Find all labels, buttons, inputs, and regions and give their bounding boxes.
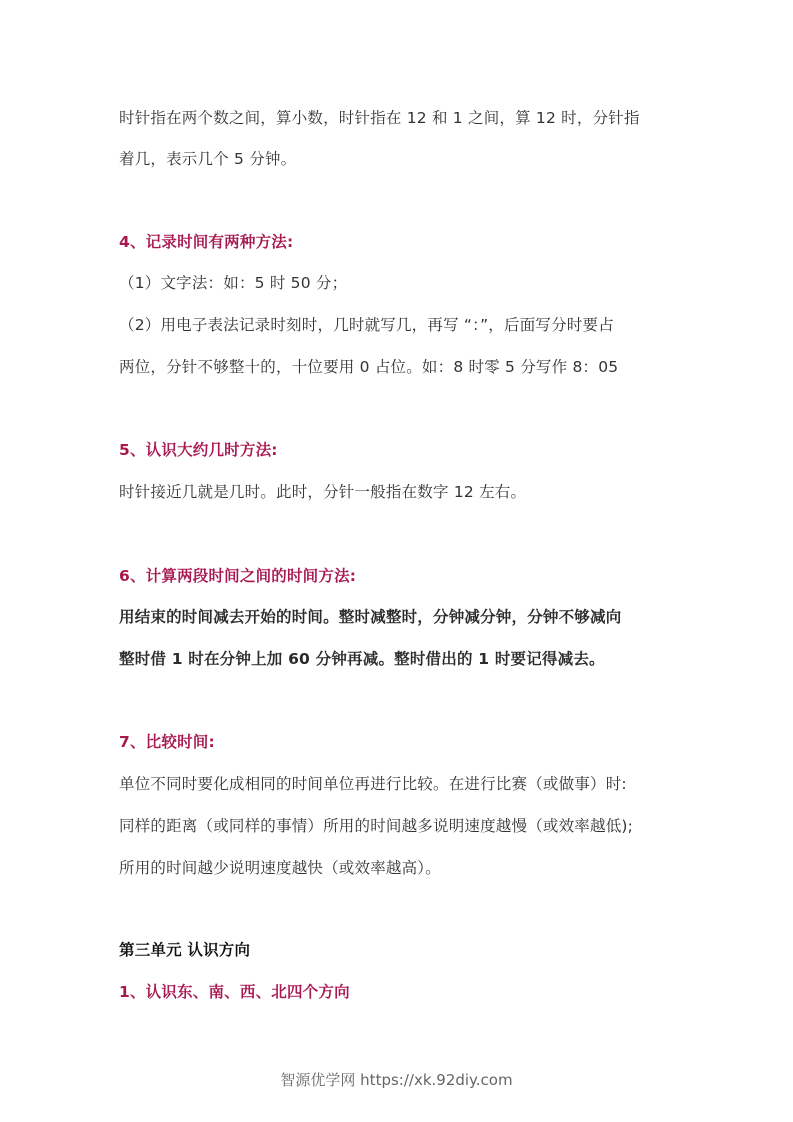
section-heading-unit3-1: 1、认识东、南、西、北四个方向	[119, 983, 350, 1001]
page-footer: 智源优学网 https://xk.92diy.com	[280, 1071, 513, 1089]
paragraph-line: 同样的距离（或同样的事情）所用的时间越多说明速度越慢（或效率越低);	[119, 817, 634, 835]
section-heading-5: 5、认识大约几时方法:	[119, 441, 278, 459]
unit-title: 第三单元 认识方向	[119, 941, 251, 959]
paragraph-line: （1）文字法：如：5 时 50 分；	[119, 274, 348, 292]
paragraph-line-bold: 用结束的时间减去开始的时间。整时减整时，分钟减分钟，分钟不够减向	[119, 608, 622, 626]
section-heading-4: 4、记录时间有两种方法:	[119, 233, 294, 251]
paragraph-line: 时针指在两个数之间，算小数，时针指在 12 和 1 之间，算 12 时，分针指	[119, 109, 640, 127]
paragraph-line-bold: 整时借 1 时在分钟上加 60 分钟再减。整时借出的 1 时要记得减去。	[119, 650, 605, 668]
section-heading-6: 6、计算两段时间之间的时间方法:	[119, 567, 357, 585]
paragraph-line: 两位，分针不够整十的，十位要用 0 占位。如：8 时零 5 分写作 8：05	[119, 358, 619, 376]
paragraph-line: 时针接近几就是几时。此时，分针一般指在数字 12 左右。	[119, 483, 527, 501]
paragraph-line: 所用的时间越少说明速度越快（或效率越高）。	[119, 859, 441, 877]
paragraph-line: （2）用电子表法记录时刻时，几时就写几，再写 “：”，后面写分时要占	[119, 316, 614, 334]
section-heading-7: 7、比较时间:	[119, 733, 215, 751]
paragraph-line: 单位不同时要化成相同的时间单位再进行比较。在进行比赛（或做事）时:	[119, 775, 627, 793]
paragraph-line: 着几，表示几个 5 分钟。	[119, 150, 297, 168]
